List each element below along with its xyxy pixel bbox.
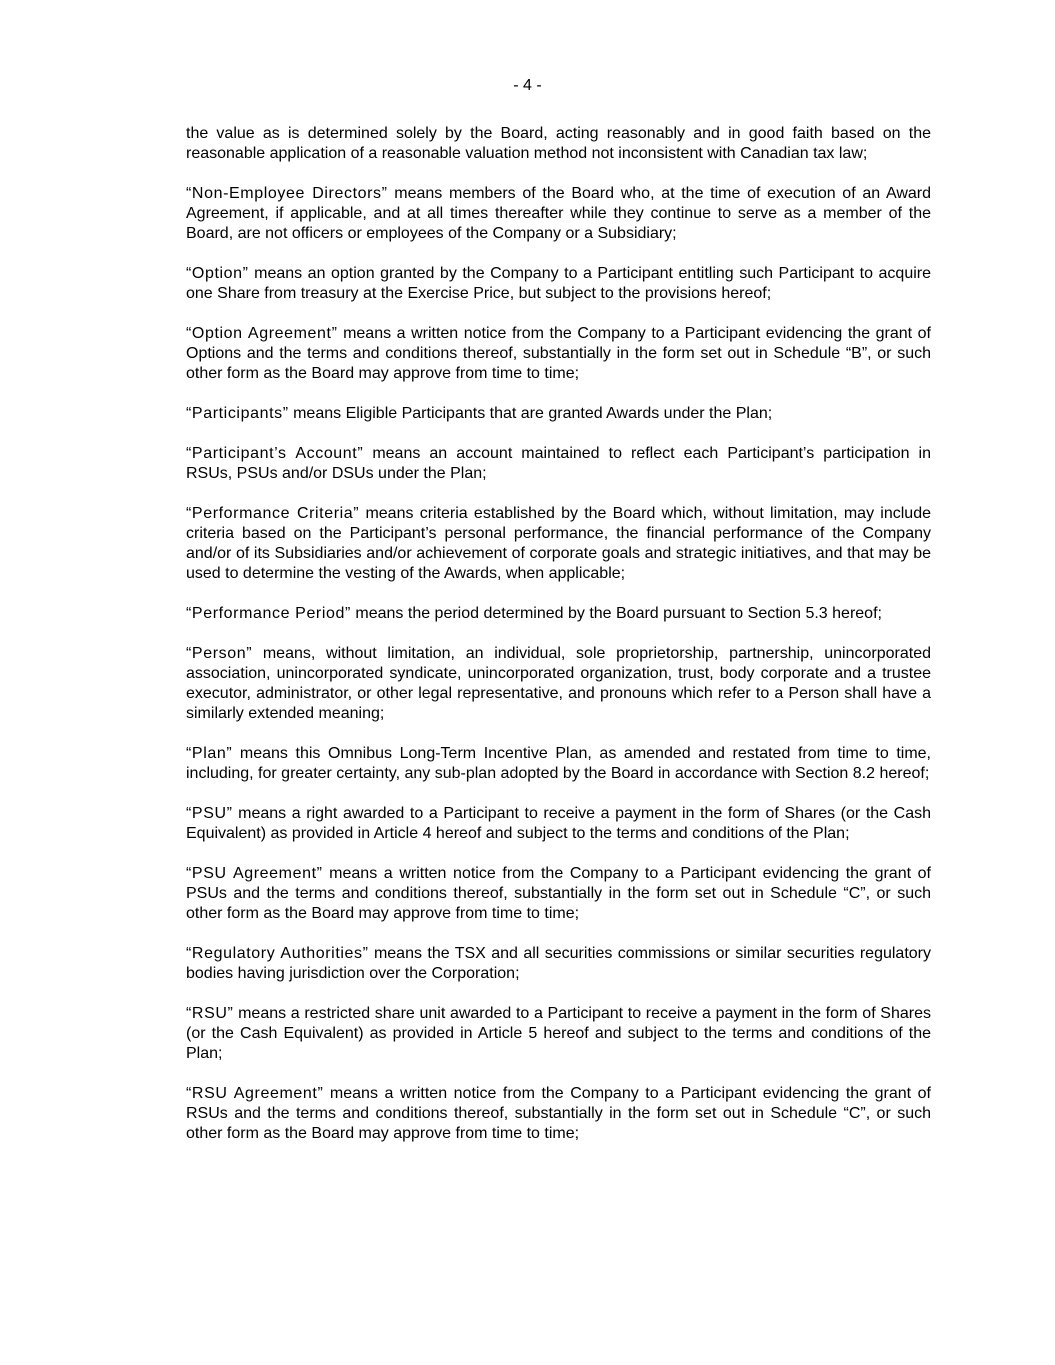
definition-term: “Option”: [186, 265, 249, 282]
definition-paragraph: [186, 184, 931, 244]
definition-paragraph: [186, 644, 931, 724]
definition-text: means this Omnibus Long-Term Incentive Plan, as amended and restated from time to time, including, for greater certainty, any sub-plan adopted by the Board in accordance with Section 8.2 hereof;: [186, 745, 931, 782]
definition-text: means criteria established by the Board which, without limitation, may include criteria based on the Participant’s personal performance, the financial performance of the Company and/or of its Subsidiaries and/or achievement of corporate goals and strategic initiatives, and that may be used to determine the vesting of the Awards, when applicable;: [186, 505, 931, 582]
definition-paragraph: [186, 744, 931, 784]
definition-paragraph: [186, 504, 931, 584]
definition-text: means members of the Board who, at the time of execution of an Award Agreement, if applicable, and at all times thereafter while they continue to serve as a member of the Board, are not officers or employees of the Company or a Subsidiary;: [186, 185, 932, 242]
definition-text: means the TSX and all securities commissions or similar securities regulatory bodies having jurisdiction over the Corporation;: [186, 945, 931, 982]
definition-term: “Participants”: [186, 405, 289, 422]
definition-text: the value as is determined solely by the Board, acting reasonably and in good faith based on the reasonable application of a reasonable valuation method not inconsistent with Canadian tax law;: [186, 125, 931, 162]
definition-text: means a restricted share unit awarded to a Participant to receive a payment in the form of Shares (or the Cash Equivalent) as provided in Article 5 hereof and subject to the terms and conditions of the Plan;: [186, 1005, 931, 1062]
definition-paragraph: [186, 804, 931, 844]
definition-text: means a right awarded to a Participant to receive a payment in the form of Shares (or the Cash Equivalent) as provided in Article 4 hereof and subject to the terms and conditions of the Plan;: [186, 805, 931, 842]
definition-paragraph: [186, 864, 931, 924]
definition-term: “Regulatory Authorities”: [186, 945, 369, 962]
definition-paragraph: [186, 444, 931, 484]
definition-term: “Person”: [186, 645, 253, 662]
definition-term: “RSU”: [186, 1005, 234, 1022]
definition-paragraph: [186, 604, 931, 624]
definition-text: means, without limitation, an individual, sole proprietorship, partnership, unincorporated association, unincorporated syndicate, unincorporated organization, trust, body corporate and a trustee executor, administrator, or other legal representative, and pronouns which refer to a Person shall have a similarly extended meaning;: [186, 645, 931, 722]
definition-term: “RSU Agreement”: [186, 1085, 324, 1102]
definition-term: “Plan”: [186, 745, 233, 762]
definition-text: means an account maintained to reflect each Participant’s participation in RSUs, PSUs and/or DSUs under the Plan;: [186, 445, 932, 482]
definition-text: means an option granted by the Company to a Participant entitling such Participant to acquire one Share from treasury at the Exercise Price, but subject to the provisions hereof;: [186, 265, 931, 302]
definition-term: “Participant’s Account”: [186, 445, 364, 462]
definition-term: “Performance Period”: [186, 605, 351, 622]
definition-text: means a written notice from the Company to a Participant evidencing the grant of Options and the terms and conditions thereof, substantially in the form set out in Schedule “B”, or such other form as the Board may approve from time to time;: [186, 325, 931, 382]
page-number: - 4 -: [513, 77, 542, 94]
definition-term: “PSU”: [186, 805, 233, 822]
definition-paragraph: [186, 1004, 931, 1064]
definition-paragraph: [186, 1084, 931, 1144]
definition-text: means the period determined by the Board pursuant to Section 5.3 hereof;: [350, 605, 882, 622]
definition-text: means a written notice from the Company to a Participant evidencing the grant of RSUs and the terms and conditions thereof, substantially in the form set out in Schedule “C”, or such other form as the Board may approve from time to time;: [186, 1085, 931, 1142]
definition-term: “Option Agreement”: [186, 325, 338, 342]
definition-paragraph: [186, 124, 931, 164]
definition-text: means a written notice from the Company to a Participant evidencing the grant of PSUs and the terms and conditions thereof, substantially in the form set out in Schedule “C”, or such other form as the Board may approve from time to time;: [186, 865, 931, 922]
definition-paragraph: [186, 404, 931, 424]
definition-term: “PSU Agreement”: [186, 865, 323, 882]
definition-paragraph: [186, 324, 931, 384]
definition-term: “Non-Employee Directors”: [186, 185, 388, 202]
definition-text: means Eligible Participants that are granted Awards under the Plan;: [288, 405, 773, 422]
definition-paragraph: [186, 264, 931, 304]
definition-paragraph: [186, 944, 931, 984]
definitions-body: [186, 124, 931, 1164]
definition-term: “Performance Criteria”: [186, 505, 360, 522]
